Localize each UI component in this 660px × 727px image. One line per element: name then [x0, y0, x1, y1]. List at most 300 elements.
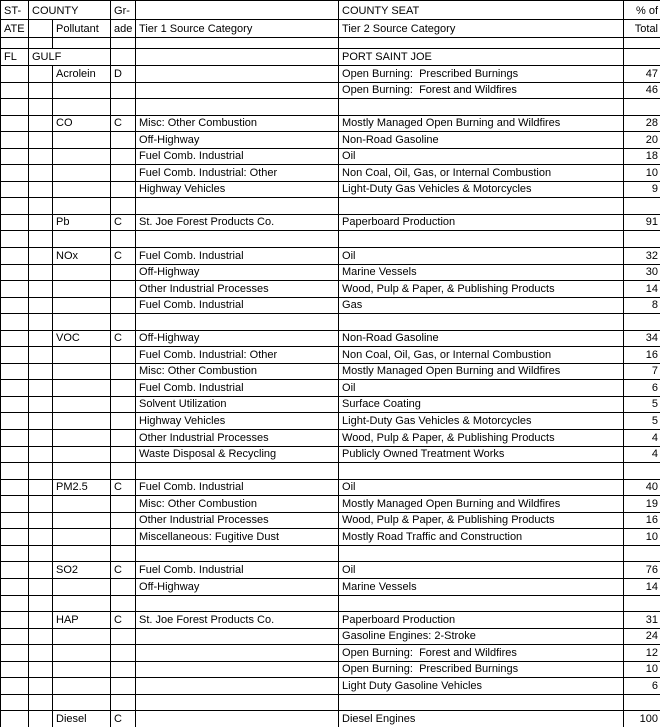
cell-grade: D — [111, 66, 136, 83]
cell-tier1: Off-Highway — [136, 132, 339, 149]
cell-pollutant — [53, 645, 111, 662]
cell-pct_total — [624, 49, 660, 66]
cell-grade — [111, 82, 136, 99]
cell-tier2: Light Duty Gasoline Vehicles — [339, 678, 624, 695]
blank-row — [1, 314, 660, 331]
cell-tier2: Light-Duty Gas Vehicles & Motorcycles — [339, 413, 624, 430]
cell-pct_total: 32 — [624, 248, 660, 265]
cell-tier2: Oil — [339, 248, 624, 265]
cell-pollutant: PM2.5 — [53, 479, 111, 496]
cell-grade: C — [111, 612, 136, 629]
cell-tier1: Misc: Other Combustion — [136, 363, 339, 380]
cell-tier2 — [339, 694, 624, 711]
table-row — [1, 413, 660, 430]
cell-county — [29, 694, 53, 711]
cell-state — [1, 396, 29, 413]
cell-state — [1, 38, 29, 49]
cell-pct_total: 4 — [624, 446, 660, 463]
cell-tier1 — [136, 661, 339, 678]
cell-tier1: Off-Highway — [136, 578, 339, 595]
cell-state — [1, 297, 29, 314]
blank-row — [1, 198, 660, 215]
cell-tier2: Publicly Owned Treatment Works — [339, 446, 624, 463]
cell-state — [1, 264, 29, 281]
cell-state — [1, 578, 29, 595]
cell-pct_total — [624, 694, 660, 711]
cell-state — [1, 132, 29, 149]
cell-state — [1, 479, 29, 496]
cell-pollutant — [53, 413, 111, 430]
cell-tier2: Gasoline Engines: 2-Stroke — [339, 628, 624, 645]
cell-grade: C — [111, 711, 136, 727]
header-cell-tier2: Tier 2 Source Category — [339, 20, 624, 38]
cell-state — [1, 678, 29, 695]
cell-tier1 — [136, 694, 339, 711]
cell-tier1: St. Joe Forest Products Co. — [136, 612, 339, 629]
cell-county — [29, 82, 53, 99]
cell-pollutant — [53, 82, 111, 99]
cell-pct_total: 16 — [624, 512, 660, 529]
cell-pct_total: 7 — [624, 363, 660, 380]
cell-state — [1, 430, 29, 447]
cell-pct_total: 9 — [624, 181, 660, 198]
cell-tier2 — [339, 595, 624, 612]
cell-pct_total: 10 — [624, 661, 660, 678]
cell-pollutant — [53, 281, 111, 298]
cell-pollutant: Pb — [53, 214, 111, 231]
cell-county — [29, 446, 53, 463]
cell-pct_total — [624, 545, 660, 562]
cell-county — [29, 463, 53, 480]
cell-county — [29, 413, 53, 430]
cell-county — [29, 578, 53, 595]
cell-tier2: Open Burning: Prescribed Burnings — [339, 66, 624, 83]
cell-state — [1, 380, 29, 397]
cell-grade: C — [111, 214, 136, 231]
cell-pct_total: 10 — [624, 165, 660, 182]
cell-state — [1, 363, 29, 380]
cell-state — [1, 562, 29, 579]
cell-tier1 — [136, 628, 339, 645]
cell-tier1: Waste Disposal & Recycling — [136, 446, 339, 463]
cell-tier2: Wood, Pulp & Paper, & Publishing Products — [339, 430, 624, 447]
header-cell-grade: Gr- — [111, 1, 136, 20]
header-row — [1, 1, 660, 20]
table-row — [1, 562, 660, 579]
cell-tier1: Solvent Utilization — [136, 396, 339, 413]
cell-county — [29, 562, 53, 579]
cell-tier1: Misc: Other Combustion — [136, 115, 339, 132]
cell-tier1: Highway Vehicles — [136, 413, 339, 430]
cell-grade — [111, 529, 136, 546]
cell-tier1 — [136, 198, 339, 215]
blank-row — [1, 545, 660, 562]
cell-pollutant — [53, 148, 111, 165]
cell-tier2: Non Coal, Oil, Gas, or Internal Combustion — [339, 347, 624, 364]
cell-pollutant — [53, 363, 111, 380]
cell-tier1 — [136, 38, 339, 49]
cell-pct_total: 40 — [624, 479, 660, 496]
cell-grade — [111, 363, 136, 380]
cell-county — [29, 99, 53, 116]
cell-state — [1, 248, 29, 265]
cell-pollutant — [53, 463, 111, 480]
cell-grade — [111, 231, 136, 248]
cell-grade — [111, 661, 136, 678]
cell-pct_total: 34 — [624, 330, 660, 347]
cell-tier2: Mostly Road Traffic and Construction — [339, 529, 624, 546]
cell-grade — [111, 545, 136, 562]
cell-tier1: Other Industrial Processes — [136, 430, 339, 447]
cell-pct_total: 47 — [624, 66, 660, 83]
cell-tier1: Fuel Comb. Industrial — [136, 562, 339, 579]
cell-county — [29, 165, 53, 182]
cell-county — [29, 661, 53, 678]
cell-pollutant: SO2 — [53, 562, 111, 579]
cell-county — [29, 380, 53, 397]
table-row — [1, 148, 660, 165]
cell-pct_total: 100 — [624, 711, 660, 727]
table-row — [1, 248, 660, 265]
cell-pollutant — [53, 678, 111, 695]
cell-grade — [111, 380, 136, 397]
cell-tier2 — [339, 198, 624, 215]
cell-tier2: Paperboard Production — [339, 612, 624, 629]
cell-state — [1, 99, 29, 116]
cell-pct_total: 14 — [624, 578, 660, 595]
cell-tier1: Other Industrial Processes — [136, 512, 339, 529]
cell-pct_total: 5 — [624, 396, 660, 413]
cell-pollutant — [53, 694, 111, 711]
cell-tier1: Miscellaneous: Fugitive Dust — [136, 529, 339, 546]
cell-pollutant — [53, 231, 111, 248]
cell-tier2: Open Burning: Forest and Wildfires — [339, 82, 624, 99]
cell-grade — [111, 496, 136, 513]
cell-tier2: Surface Coating — [339, 396, 624, 413]
cell-tier1 — [136, 49, 339, 66]
table-row — [1, 363, 660, 380]
cell-pollutant — [53, 347, 111, 364]
cell-tier1: Fuel Comb. Industrial — [136, 148, 339, 165]
cell-pollutant — [53, 380, 111, 397]
header-row — [1, 20, 660, 38]
cell-pct_total: 46 — [624, 82, 660, 99]
cell-pollutant — [53, 529, 111, 546]
cell-grade — [111, 281, 136, 298]
header-cell-tier2: COUNTY SEAT — [339, 1, 624, 20]
cell-county — [29, 132, 53, 149]
cell-tier1 — [136, 463, 339, 480]
header-cell-tier1: Tier 1 Source Category — [136, 20, 339, 38]
table-row — [1, 82, 660, 99]
cell-pct_total: 31 — [624, 612, 660, 629]
table-row — [1, 347, 660, 364]
table-row — [1, 132, 660, 149]
cell-county — [29, 181, 53, 198]
cell-county — [29, 330, 53, 347]
cell-grade — [111, 148, 136, 165]
cell-pct_total: 6 — [624, 380, 660, 397]
cell-pollutant — [53, 198, 111, 215]
cell-state — [1, 545, 29, 562]
cell-county — [29, 512, 53, 529]
cell-pct_total: 4 — [624, 430, 660, 447]
cell-state — [1, 281, 29, 298]
cell-state — [1, 181, 29, 198]
cell-pct_total: 12 — [624, 645, 660, 662]
table-row — [1, 380, 660, 397]
cell-tier2: Marine Vessels — [339, 578, 624, 595]
cell-pct_total — [624, 38, 660, 49]
cell-tier1 — [136, 314, 339, 331]
cell-county — [29, 529, 53, 546]
cell-tier2: Diesel Engines — [339, 711, 624, 727]
cell-pollutant — [53, 165, 111, 182]
cell-pct_total: 10 — [624, 529, 660, 546]
cell-county — [29, 430, 53, 447]
cell-pct_total — [624, 99, 660, 116]
cell-pct_total: 24 — [624, 628, 660, 645]
cell-county — [29, 281, 53, 298]
cell-tier2: Light-Duty Gas Vehicles & Motorcycles — [339, 181, 624, 198]
cell-tier2: Oil — [339, 562, 624, 579]
cell-grade — [111, 396, 136, 413]
cell-county — [29, 612, 53, 629]
cell-tier1: Fuel Comb. Industrial: Other — [136, 347, 339, 364]
cell-grade — [111, 49, 136, 66]
cell-tier2: Non-Road Gasoline — [339, 132, 624, 149]
cell-pollutant — [53, 181, 111, 198]
cell-pct_total: 5 — [624, 413, 660, 430]
cell-state — [1, 661, 29, 678]
cell-grade — [111, 678, 136, 695]
cell-pct_total: 8 — [624, 297, 660, 314]
cell-county — [29, 628, 53, 645]
cell-pct_total: 30 — [624, 264, 660, 281]
cell-grade — [111, 297, 136, 314]
cell-tier2 — [339, 314, 624, 331]
cell-grade — [111, 347, 136, 364]
cell-state — [1, 595, 29, 612]
table-row — [1, 628, 660, 645]
cell-grade — [111, 463, 136, 480]
cell-county — [29, 479, 53, 496]
cell-tier2: Wood, Pulp & Paper, & Publishing Products — [339, 281, 624, 298]
cell-tier2: Oil — [339, 380, 624, 397]
header-cell-county: COUNTY — [29, 1, 111, 20]
cell-grade — [111, 99, 136, 116]
header-cell-pct_total: Total — [624, 20, 660, 38]
cell-pollutant: VOC — [53, 330, 111, 347]
cell-state — [1, 612, 29, 629]
cell-pct_total — [624, 314, 660, 331]
table-row — [1, 165, 660, 182]
table-row — [1, 645, 660, 662]
cell-county — [29, 198, 53, 215]
cell-state — [1, 66, 29, 83]
cell-county — [29, 396, 53, 413]
cell-tier2: Oil — [339, 479, 624, 496]
table-row — [1, 678, 660, 695]
cell-county — [29, 545, 53, 562]
table-row — [1, 711, 660, 727]
cell-tier2: Open Burning: Prescribed Burnings — [339, 661, 624, 678]
cell-pollutant — [53, 38, 111, 49]
cell-pollutant — [53, 545, 111, 562]
cell-county — [29, 66, 53, 83]
cell-pct_total — [624, 463, 660, 480]
header-cell-pct_total: % of — [624, 1, 660, 20]
cell-pollutant: HAP — [53, 612, 111, 629]
blank-row — [1, 463, 660, 480]
cell-pollutant: Acrolein — [53, 66, 111, 83]
cell-grade — [111, 430, 136, 447]
cell-state — [1, 330, 29, 347]
table-row — [1, 578, 660, 595]
blank-row — [1, 595, 660, 612]
cell-county — [29, 38, 53, 49]
table-row — [1, 479, 660, 496]
cell-grade — [111, 413, 136, 430]
table-row — [1, 446, 660, 463]
cell-tier1 — [136, 66, 339, 83]
cell-tier1: Fuel Comb. Industrial — [136, 479, 339, 496]
cell-state — [1, 711, 29, 727]
cell-pollutant — [53, 396, 111, 413]
cell-pollutant — [53, 628, 111, 645]
table-row — [1, 661, 660, 678]
cell-grade — [111, 578, 136, 595]
cell-tier2 — [339, 38, 624, 49]
table-row — [1, 529, 660, 546]
cell-county — [29, 314, 53, 331]
cell-tier2: Mostly Managed Open Burning and Wildfires — [339, 115, 624, 132]
cell-pollutant — [53, 99, 111, 116]
cell-county — [29, 148, 53, 165]
cell-state — [1, 115, 29, 132]
cell-tier2: Non-Road Gasoline — [339, 330, 624, 347]
cell-pollutant: CO — [53, 115, 111, 132]
table-row — [1, 281, 660, 298]
cell-county — [29, 595, 53, 612]
cell-tier2: Oil — [339, 148, 624, 165]
cell-tier2: Gas — [339, 297, 624, 314]
cell-tier2 — [339, 99, 624, 116]
cell-grade — [111, 512, 136, 529]
cell-pct_total: 16 — [624, 347, 660, 364]
cell-grade — [111, 132, 136, 149]
cell-state — [1, 446, 29, 463]
cell-tier1 — [136, 99, 339, 116]
table-row — [1, 297, 660, 314]
cell-county — [29, 264, 53, 281]
cell-pct_total — [624, 231, 660, 248]
blank-row — [1, 38, 660, 49]
table-row — [1, 115, 660, 132]
cell-state — [1, 231, 29, 248]
cell-pollutant — [53, 512, 111, 529]
cell-state — [1, 694, 29, 711]
cell-county — [29, 214, 53, 231]
cell-pollutant: Diesel — [53, 711, 111, 727]
cell-county — [29, 711, 53, 727]
cell-tier1 — [136, 678, 339, 695]
cell-pct_total: 18 — [624, 148, 660, 165]
county-row — [1, 49, 660, 66]
cell-grade: C — [111, 562, 136, 579]
cell-pollutant — [53, 314, 111, 331]
cell-grade — [111, 694, 136, 711]
cell-tier1 — [136, 711, 339, 727]
cell-state — [1, 347, 29, 364]
cell-grade — [111, 628, 136, 645]
cell-grade — [111, 645, 136, 662]
cell-pollutant: NOx — [53, 248, 111, 265]
cell-tier1: Off-Highway — [136, 264, 339, 281]
cell-tier1: Fuel Comb. Industrial — [136, 380, 339, 397]
cell-state — [1, 645, 29, 662]
cell-tier2 — [339, 231, 624, 248]
table-row — [1, 330, 660, 347]
cell-grade: C — [111, 248, 136, 265]
cell-pct_total: 19 — [624, 496, 660, 513]
cell-tier2: Mostly Managed Open Burning and Wildfires — [339, 363, 624, 380]
cell-tier1: Fuel Comb. Industrial: Other — [136, 165, 339, 182]
header-cell-tier1 — [136, 1, 339, 20]
blank-row — [1, 99, 660, 116]
cell-state — [1, 198, 29, 215]
cell-pct_total: 14 — [624, 281, 660, 298]
cell-tier1 — [136, 545, 339, 562]
cell-tier1: Other Industrial Processes — [136, 281, 339, 298]
cell-tier1: Misc: Other Combustion — [136, 496, 339, 513]
header-cell-county — [29, 20, 53, 38]
cell-county — [29, 645, 53, 662]
cell-state — [1, 463, 29, 480]
cell-county — [29, 297, 53, 314]
blank-row — [1, 694, 660, 711]
cell-tier1: Fuel Comb. Industrial — [136, 297, 339, 314]
cell-tier2: Marine Vessels — [339, 264, 624, 281]
cell-state — [1, 82, 29, 99]
cell-tier1 — [136, 231, 339, 248]
table-body — [1, 1, 660, 727]
cell-state — [1, 413, 29, 430]
cell-county: GULF — [29, 49, 111, 66]
cell-tier2: Mostly Managed Open Burning and Wildfires — [339, 496, 624, 513]
cell-pct_total: 20 — [624, 132, 660, 149]
cell-tier1: St. Joe Forest Products Co. — [136, 214, 339, 231]
table-row — [1, 396, 660, 413]
cell-county — [29, 115, 53, 132]
cell-pollutant — [53, 661, 111, 678]
cell-state — [1, 496, 29, 513]
cell-state — [1, 314, 29, 331]
cell-pollutant — [53, 595, 111, 612]
cell-county — [29, 231, 53, 248]
cell-tier2 — [339, 463, 624, 480]
cell-tier2: Wood, Pulp & Paper, & Publishing Products — [339, 512, 624, 529]
cell-tier2: Open Burning: Forest and Wildfires — [339, 645, 624, 662]
cell-pollutant — [53, 297, 111, 314]
cell-state — [1, 529, 29, 546]
table-row — [1, 512, 660, 529]
cell-state — [1, 628, 29, 645]
header-cell-state: ST- — [1, 1, 29, 20]
header-cell-grade: ade — [111, 20, 136, 38]
cell-grade — [111, 264, 136, 281]
cell-pct_total: 76 — [624, 562, 660, 579]
